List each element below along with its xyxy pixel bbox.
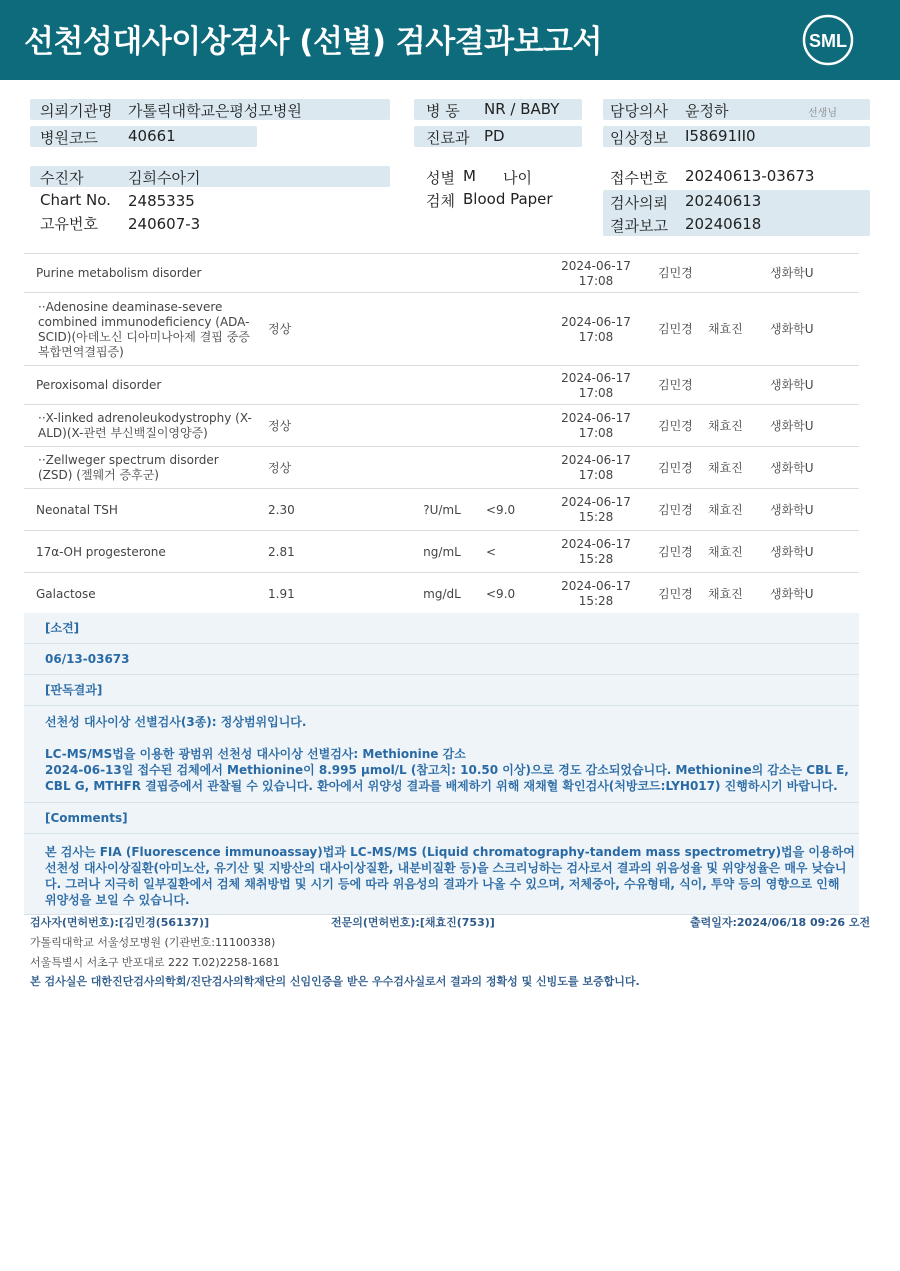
result-time: 17:08 — [578, 329, 614, 344]
result-reference: <9.0 — [486, 586, 516, 601]
report-title: 선천성대사이상검사 (선별) 검사결과보고서 — [24, 24, 602, 60]
result-unit: mg/dL — [423, 586, 461, 601]
result-name: Neonatal TSH — [36, 502, 118, 517]
result-row — [24, 488, 859, 530]
comments-text: 본 검사는 FIA (Fluorescence immunoassay)법과 LC-MS/MS (Liquid chromatography-tandem mass spectrometry)법을 이용하여 선천성 대사이상질환(아미노산, 유기산 및 지방산의 대사이상질환, 내분비질환 등)을 스크리닝하는 검사로서 결과의 위음성율 및 위양성율은 매우 낮습니다. 그러나 지극히 일부질환에서 검체 채취방법 및 시기 등에 따라 위음성의 결과가 나올 수 있으며, 저체중아, 수유형태, 식이, 투약 등의 영향으로 인해 위양성을 보일 수 있습니다. — [45, 845, 859, 907]
doctor-label: 담당의사 — [610, 102, 668, 120]
chart-value: 2485335 — [128, 192, 195, 210]
report-value: 20240618 — [685, 215, 762, 233]
clinical-label: 임상정보 — [610, 129, 668, 147]
result-datetime — [556, 371, 636, 401]
chart-label: Chart No. — [40, 191, 111, 209]
judgment-block — [24, 706, 859, 803]
result-examiner: 김민경 — [658, 418, 693, 433]
result-examiner: 김민경 — [658, 502, 693, 517]
result-date: 2024-06-17 — [561, 258, 631, 273]
result-row — [24, 446, 859, 488]
dept-label: 진료과 — [426, 129, 470, 147]
result-datetime — [556, 537, 636, 567]
result-name: Purine metabolism disorder — [36, 266, 202, 280]
result-datetime — [556, 579, 636, 609]
unique-label: 고유번호 — [40, 215, 98, 233]
result-time: 17:08 — [578, 273, 614, 288]
result-datetime — [556, 495, 636, 525]
address-info: 서울특별시 서초구 반포대로 222 T.02)2258-1681 — [30, 956, 280, 969]
result-confirmer: 채효진 — [708, 502, 743, 517]
result-department: 생화학U — [770, 586, 814, 601]
result-reference: <9.0 — [486, 502, 516, 517]
result-department: 생화학U — [770, 418, 814, 433]
result-examiner: 김민경 — [658, 378, 693, 392]
result-time: 17:08 — [578, 468, 614, 482]
result-confirmer: 채효진 — [708, 460, 743, 475]
examiner-text: 검사자(면허번호):[김민경(56137)] — [30, 916, 210, 929]
result-row — [24, 572, 859, 614]
receipt-label: 접수번호 — [610, 169, 668, 187]
doctor-suffix: 선생님 — [808, 108, 837, 119]
judgment-line-1: 선천성 대사이상 선별검사(3종): 정상범위입니다. — [45, 715, 307, 729]
result-datetime — [556, 411, 636, 441]
notes-section — [24, 613, 859, 915]
result-name: ··Adenosine deaminase-severe combined immunodeficiency (ADA-SCID)(아데노신 디아미나아제 결핍 중증 복합면역결핍증) — [38, 299, 250, 359]
findings-heading: [소견] — [24, 613, 859, 644]
result-confirmer: 채효진 — [708, 322, 743, 336]
result-confirmer: 채효진 — [708, 544, 743, 559]
result-row — [24, 292, 859, 365]
patient-label: 수진자 — [40, 169, 84, 187]
logo-text: SML — [809, 31, 847, 51]
result-examiner: 김민경 — [658, 460, 693, 475]
result-date: 2024-06-17 — [561, 411, 631, 425]
result-time: 15:28 — [578, 594, 614, 608]
results-table — [24, 253, 859, 614]
result-value: 정상 — [268, 322, 292, 336]
dept-value: PD — [484, 127, 505, 145]
result-date: 2024-06-17 — [561, 495, 631, 509]
result-confirmer: 채효진 — [708, 586, 743, 601]
result-name: Peroxisomal disorder — [36, 378, 162, 392]
judgment-line-2: LC-MS/MS법을 이용한 광범위 선천성 대사이상 선별검사: Methionine 감소 — [45, 747, 466, 761]
judgment-line-3: 2024-06-13일 접수된 검체에서 Methionine이 8.995 μmol/L (참고치: 10.50 이상)으로 경도 감소되었습니다. Methionine의 감소는 CBL E, CBL G, MTHFR 결핍증에서 관찰될 수 있습니다. 환아에서 위양성 결과를 배제하기 위해 재채혈 확인검사(처방코드:LYH017) 진행하시기 바랍니다. — [45, 763, 854, 793]
result-time: 15:28 — [578, 510, 614, 524]
result-examiner: 김민경 — [658, 586, 693, 601]
result-department: 생화학U — [770, 502, 814, 517]
hospital-code-value: 40661 — [128, 127, 176, 145]
result-datetime — [556, 259, 636, 289]
result-time: 15:28 — [578, 552, 614, 566]
result-row — [24, 404, 859, 446]
result-unit: ?U/mL — [423, 502, 461, 517]
result-time: 17:08 — [578, 385, 614, 400]
result-datetime — [556, 315, 636, 345]
institution-value: 가톨릭대학교은평성모병원 — [128, 102, 302, 120]
result-unit: ng/mL — [423, 544, 461, 559]
result-value: 정상 — [268, 460, 292, 475]
clinical-value: I58691II0 — [685, 127, 756, 145]
result-examiner: 김민경 — [658, 266, 693, 280]
result-name: ··X-linked adrenoleukodystrophy (X-ALD)(X-관련 부신백질이영양증) — [38, 411, 252, 440]
specialist-text: 전문의(면허번호):[채효진(753)] — [331, 916, 495, 929]
sex-label: 성별 — [426, 169, 455, 187]
result-value: 정상 — [268, 418, 292, 433]
result-name: ··Zellweger spectrum disorder (ZSD) (젤웨거 증후군) — [38, 453, 219, 482]
result-department: 생화학U — [770, 544, 814, 559]
result-department: 생화학U — [770, 266, 814, 280]
result-value: 2.81 — [268, 544, 295, 559]
hospital-code-label: 병원코드 — [40, 129, 98, 147]
result-name: 17α-OH progesterone — [36, 544, 166, 559]
result-date: 2024-06-17 — [561, 537, 631, 551]
result-row — [24, 253, 859, 292]
judgment-heading: [판독결과] — [24, 675, 859, 706]
result-date: 2024-06-17 — [561, 579, 631, 593]
result-department: 생화학U — [770, 322, 814, 336]
comments-heading: [Comments] — [24, 803, 859, 834]
request-label: 검사의뢰 — [610, 194, 668, 212]
printed-date: 출력일자:2024/06/18 09:26 오전 — [690, 916, 871, 929]
sml-logo-icon — [800, 12, 856, 68]
result-value: 1.91 — [268, 586, 295, 601]
doctor-value: 윤정하 — [685, 102, 729, 120]
report-label: 결과보고 — [610, 217, 668, 235]
result-name: Galactose — [36, 586, 96, 601]
result-department: 생화학U — [770, 460, 814, 475]
unique-value: 240607-3 — [128, 215, 201, 233]
hospital-info: 가톨릭대학교 서울성모병원 (기관번호:11100338) — [30, 936, 276, 949]
receipt-value: 20240613-03673 — [685, 167, 815, 185]
result-reference: < — [486, 544, 497, 559]
request-value: 20240613 — [685, 192, 762, 210]
age-label: 나이 — [503, 169, 532, 187]
result-row — [24, 530, 859, 572]
result-date: 2024-06-17 — [561, 314, 631, 329]
sex-value: M — [463, 167, 476, 185]
result-time: 17:08 — [578, 426, 614, 440]
findings-value: 06/13-03673 — [24, 644, 859, 675]
patient-value: 김희수아기 — [128, 169, 201, 187]
result-department: 생화학U — [770, 378, 814, 392]
institution-label: 의뢰기관명 — [40, 102, 113, 120]
comments-block — [24, 834, 859, 915]
specimen-label: 검체 — [426, 192, 455, 210]
result-confirmer: 채효진 — [708, 418, 743, 433]
result-examiner: 김민경 — [658, 322, 693, 336]
result-examiner: 김민경 — [658, 544, 693, 559]
result-value: 2.30 — [268, 502, 295, 517]
report-header — [0, 0, 900, 80]
result-date: 2024-06-17 — [561, 453, 631, 467]
ward-label: 병 동 — [426, 102, 460, 120]
ward-value: NR / BABY — [484, 100, 560, 118]
certification-text: 본 검사실은 대한진단검사의학회/진단검사의학재단의 신임인증을 받은 우수검사실로서 결과의 정확성 및 신빙도를 보증합니다. — [30, 975, 640, 988]
specimen-value: Blood Paper — [463, 190, 553, 208]
result-row — [24, 365, 859, 404]
result-datetime — [556, 453, 636, 483]
result-date: 2024-06-17 — [561, 370, 631, 385]
